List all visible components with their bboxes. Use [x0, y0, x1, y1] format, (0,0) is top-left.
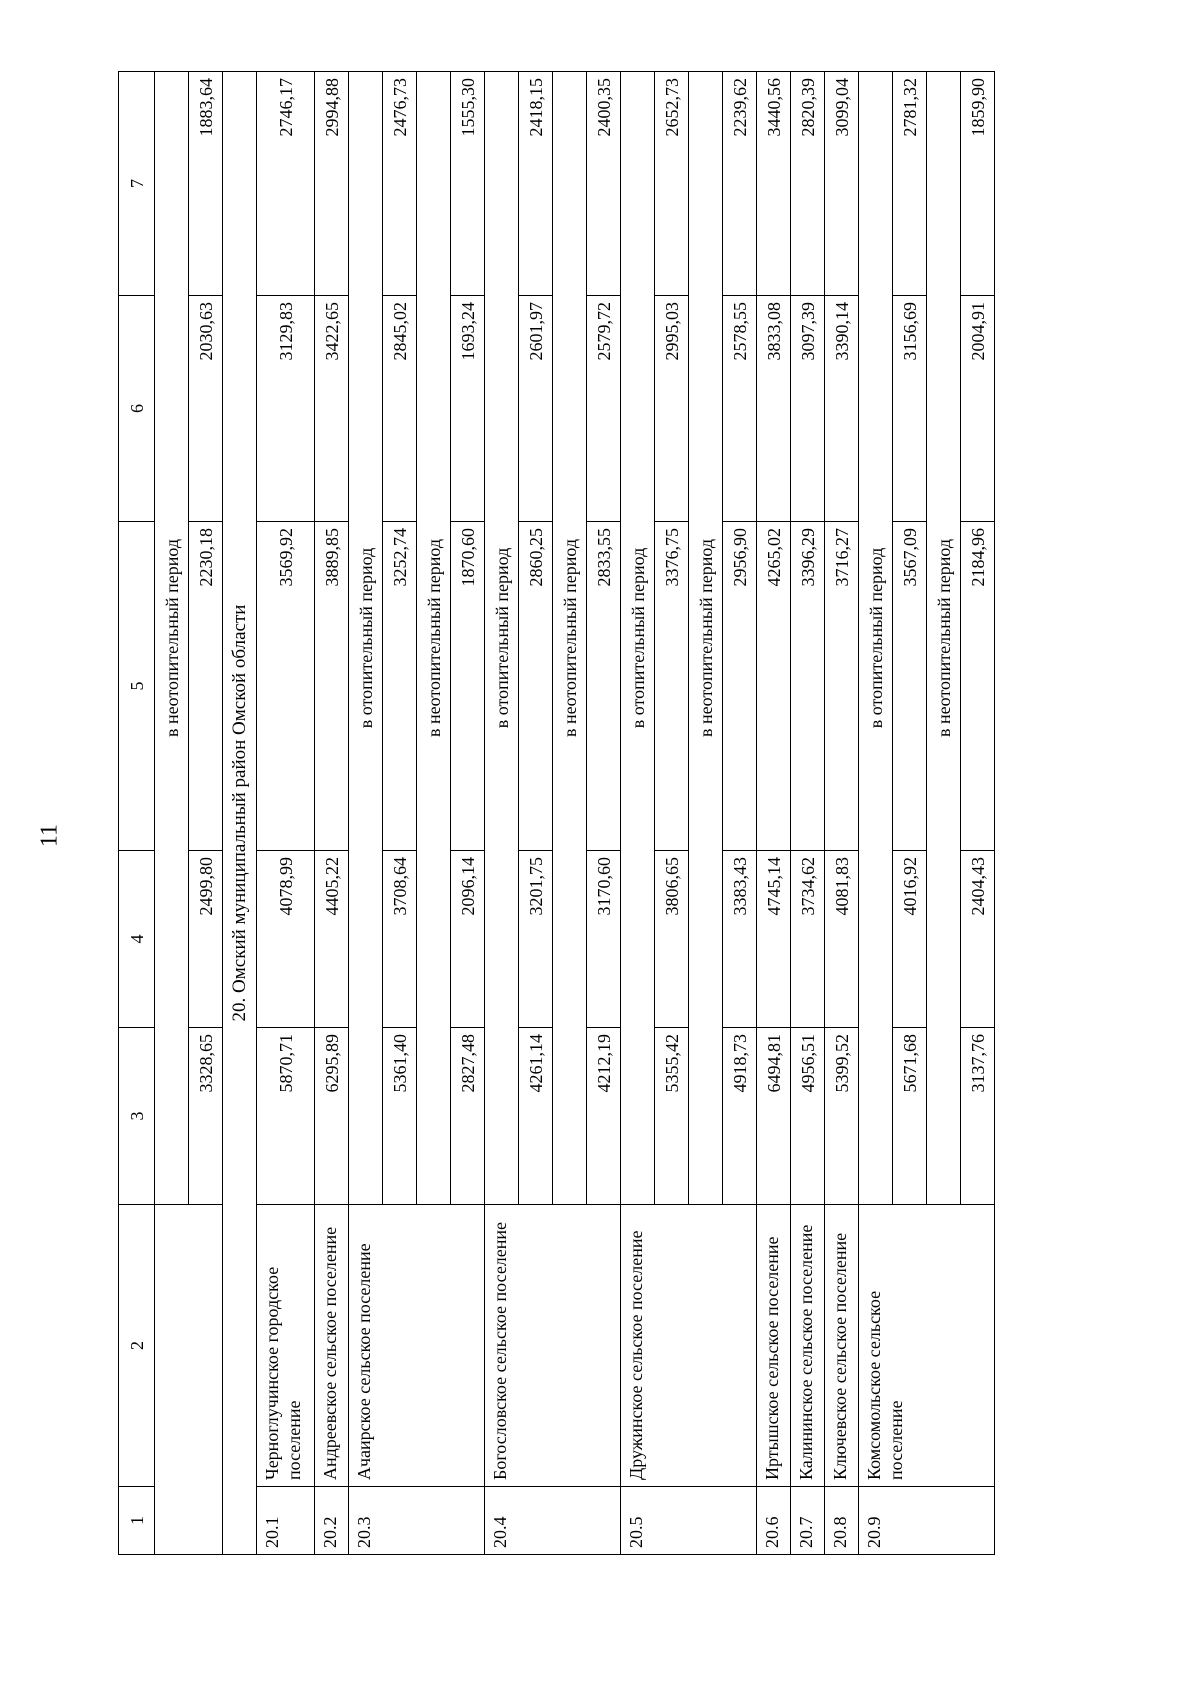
value-cell: 4405,22	[315, 851, 349, 1028]
value-cell: 2404,43	[961, 851, 995, 1028]
value-cell: 2230,18	[189, 522, 223, 851]
table-row	[485, 72, 519, 1555]
value-cell: 1555,30	[451, 72, 485, 296]
value-cell: 3440,56	[757, 72, 791, 296]
value-cell: 4265,02	[757, 522, 791, 851]
value-cell: 4745,14	[757, 851, 791, 1028]
value-cell: 1693,24	[451, 296, 485, 522]
value-cell: 3567,09	[893, 522, 927, 851]
value-cell: 1883,64	[189, 72, 223, 296]
value-cell: 2499,80	[189, 851, 223, 1028]
header-row	[119, 72, 155, 1555]
value-cell: 2833,55	[587, 522, 621, 851]
value-cell: 4078,99	[257, 851, 315, 1028]
settlement-name: Иртышское сельское поселение	[757, 1205, 791, 1487]
value-cell: 3137,76	[961, 1028, 995, 1205]
table-row	[621, 72, 655, 1555]
value-cell: 3889,85	[315, 522, 349, 851]
table-row	[315, 72, 349, 1555]
period-label: в неотопительный период	[689, 72, 723, 1205]
value-cell: 3390,14	[825, 296, 859, 522]
value-cell: 6494,81	[757, 1028, 791, 1205]
value-cell: 4261,14	[519, 1028, 553, 1205]
rotated-table-container	[118, 72, 1060, 1555]
value-cell: 3376,75	[655, 522, 689, 851]
settlement-name: Комсомольское сельское поселение	[859, 1205, 995, 1487]
value-cell: 2004,91	[961, 296, 995, 522]
tariff-table	[118, 71, 995, 1555]
empty-cell	[155, 1205, 223, 1555]
table-row	[349, 72, 383, 1555]
value-cell: 3833,08	[757, 296, 791, 522]
table-row	[791, 72, 825, 1555]
table-row	[859, 72, 893, 1555]
period-label: в отопительный период	[349, 72, 383, 1205]
header-cell: 1	[119, 1487, 155, 1555]
settlement-name: Богословское сельское поселение	[485, 1205, 621, 1487]
settlement-name: Ключевское сельское поселение	[825, 1205, 859, 1487]
value-cell: 2579,72	[587, 296, 621, 522]
value-cell: 4081,83	[825, 851, 859, 1028]
value-cell: 4016,92	[893, 851, 927, 1028]
settlement-name: Ачаирское сельское поселение	[349, 1205, 485, 1487]
value-cell: 2820,39	[791, 72, 825, 296]
settlement-name: Дружинское сельское поселение	[621, 1205, 757, 1487]
row-id: 20.7	[791, 1487, 825, 1555]
header-cell: 2	[119, 1205, 155, 1487]
row-id: 20.5	[621, 1487, 757, 1555]
period-label: в неотопительный период	[927, 72, 961, 1205]
header-cell: 5	[119, 522, 155, 851]
value-cell: 3170,60	[587, 851, 621, 1028]
row-id: 20.9	[859, 1487, 995, 1555]
value-cell: 2956,90	[723, 522, 757, 851]
value-cell: 3201,75	[519, 851, 553, 1028]
value-cell: 2827,48	[451, 1028, 485, 1205]
value-cell: 1870,60	[451, 522, 485, 851]
value-cell: 4212,19	[587, 1028, 621, 1205]
header-cell: 4	[119, 851, 155, 1028]
value-cell: 2184,96	[961, 522, 995, 851]
row-id: 20.8	[825, 1487, 859, 1555]
value-cell: 2994,88	[315, 72, 349, 296]
table-row	[257, 72, 315, 1555]
value-cell: 4918,73	[723, 1028, 757, 1205]
value-cell: 3129,83	[257, 296, 315, 522]
value-cell: 2030,63	[189, 296, 223, 522]
value-cell: 5870,71	[257, 1028, 315, 1205]
settlement-name: Калининское сельское поселение	[791, 1205, 825, 1487]
period-label: в отопительный период	[621, 72, 655, 1205]
settlement-name: Черноглучинское городское поселение	[257, 1205, 315, 1487]
row-id: 20.2	[315, 1487, 349, 1555]
value-cell: 2239,62	[723, 72, 757, 296]
value-cell: 2601,97	[519, 296, 553, 522]
value-cell: 3252,74	[383, 522, 417, 851]
value-cell: 2400,35	[587, 72, 621, 296]
settlement-name: Андреевское сельское поселение	[315, 1205, 349, 1487]
value-cell: 2995,03	[655, 296, 689, 522]
value-cell: 1859,90	[961, 72, 995, 296]
value-cell: 2578,55	[723, 296, 757, 522]
period-label: в отопительный период	[485, 72, 519, 1205]
value-cell: 5355,42	[655, 1028, 689, 1205]
value-cell: 3806,65	[655, 851, 689, 1028]
value-cell: 2781,32	[893, 72, 927, 296]
value-cell: 2418,15	[519, 72, 553, 296]
table-row	[825, 72, 859, 1555]
row-id: 20.6	[757, 1487, 791, 1555]
value-cell: 5671,68	[893, 1028, 927, 1205]
value-cell: 2096,14	[451, 851, 485, 1028]
value-cell: 3097,39	[791, 296, 825, 522]
section-title: 20. Омский муниципальный район Омской области	[223, 72, 257, 1555]
value-cell: 3708,64	[383, 851, 417, 1028]
period-label: в неотопительный период	[155, 72, 189, 1205]
row-id: 20.3	[349, 1487, 485, 1555]
period-label: в неотопительный период	[417, 72, 451, 1205]
value-cell: 2845,02	[383, 296, 417, 522]
section-row	[223, 72, 257, 1555]
page-number: 11	[36, 823, 63, 848]
value-cell: 2652,73	[655, 72, 689, 296]
table-row	[155, 72, 189, 1555]
value-cell: 3422,65	[315, 296, 349, 522]
value-cell: 3734,62	[791, 851, 825, 1028]
value-cell: 5361,40	[383, 1028, 417, 1205]
period-label: в отопительный период	[859, 72, 893, 1205]
value-cell: 3099,04	[825, 72, 859, 296]
value-cell: 3396,29	[791, 522, 825, 851]
value-cell: 3328,65	[189, 1028, 223, 1205]
row-id: 20.1	[257, 1487, 315, 1555]
value-cell: 4956,51	[791, 1028, 825, 1205]
value-cell: 2746,17	[257, 72, 315, 296]
value-cell: 5399,52	[825, 1028, 859, 1205]
header-cell: 6	[119, 296, 155, 522]
value-cell: 3156,69	[893, 296, 927, 522]
header-cell: 3	[119, 1028, 155, 1205]
value-cell: 6295,89	[315, 1028, 349, 1205]
value-cell: 3716,27	[825, 522, 859, 851]
value-cell: 3569,92	[257, 522, 315, 851]
value-cell: 2860,25	[519, 522, 553, 851]
period-label: в неотопительный период	[553, 72, 587, 1205]
value-cell: 2476,73	[383, 72, 417, 296]
value-cell: 3383,43	[723, 851, 757, 1028]
row-id: 20.4	[485, 1487, 621, 1555]
table-row	[757, 72, 791, 1555]
header-cell: 7	[119, 72, 155, 296]
